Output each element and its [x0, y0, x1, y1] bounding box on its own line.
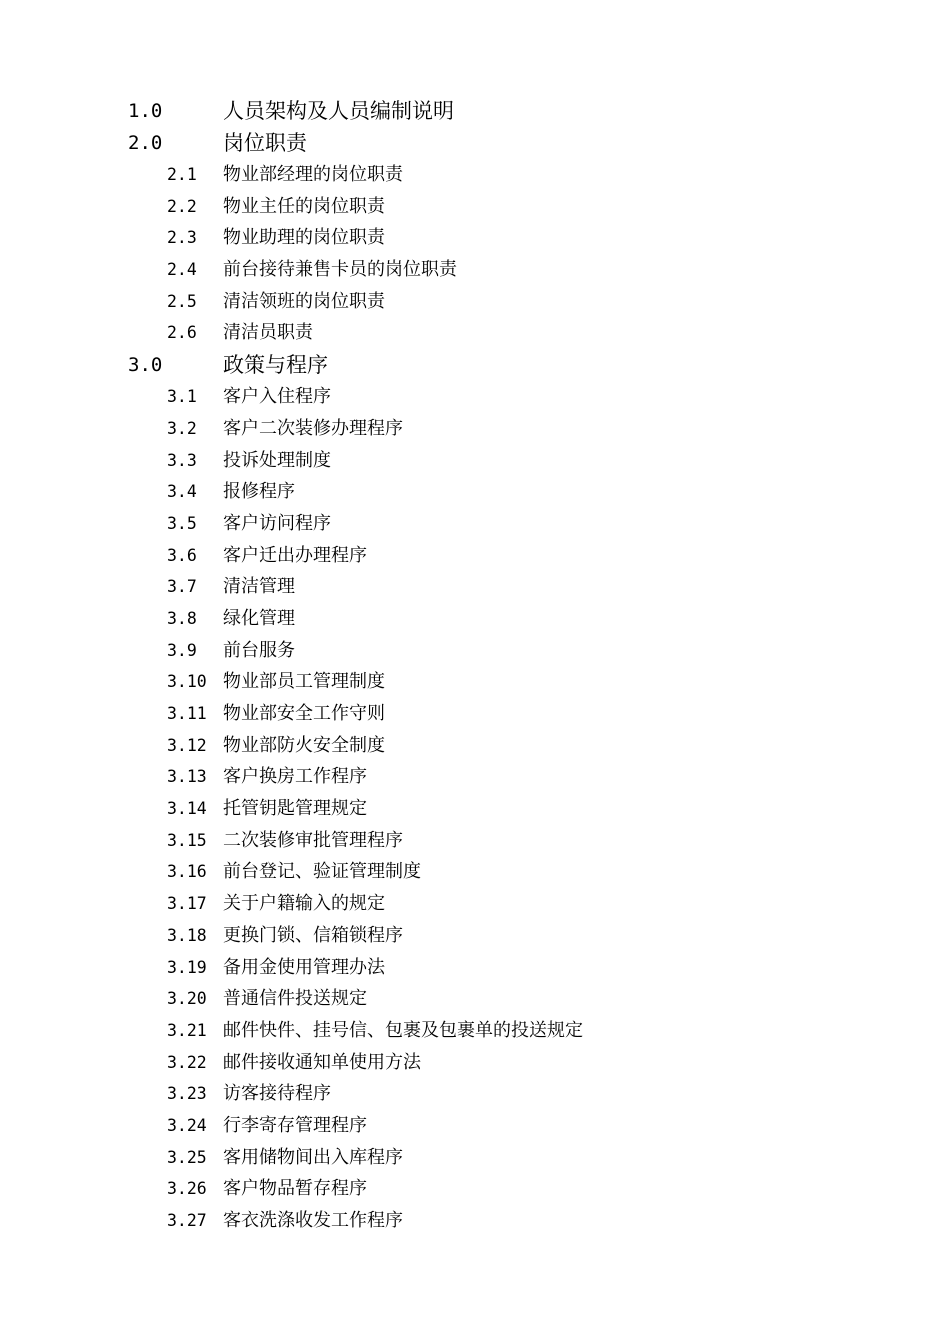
item-title: 绿化管理	[223, 607, 295, 629]
toc-item	[0, 476, 950, 508]
item-title: 二次装修审批管理程序	[223, 829, 403, 851]
toc-item	[0, 222, 950, 254]
item-title: 行李寄存管理程序	[223, 1114, 367, 1136]
toc-item	[0, 381, 950, 413]
toc-item	[0, 635, 950, 667]
item-title: 客户迁出办理程序	[223, 544, 367, 566]
toc-item	[0, 445, 950, 477]
item-title: 客户入住程序	[223, 386, 331, 408]
toc-item	[0, 508, 950, 540]
item-title: 前台接待兼售卡员的岗位职责	[223, 259, 457, 281]
item-number: 2.1	[167, 165, 197, 184]
item-title: 清洁员职责	[223, 322, 313, 344]
section-number: 2.0	[128, 132, 163, 154]
item-number: 3.6	[167, 545, 197, 565]
toc-item	[0, 920, 950, 952]
toc-section	[0, 127, 950, 159]
item-number: 3.26	[167, 1179, 207, 1199]
toc-item	[0, 793, 950, 825]
item-title: 托管钥匙管理规定	[223, 798, 367, 820]
item-title: 报修程序	[223, 481, 295, 503]
item-number: 2.4	[167, 260, 197, 280]
item-number: 3.25	[167, 1147, 207, 1167]
item-title: 物业助理的岗位职责	[223, 227, 385, 249]
item-number: 3.23	[167, 1084, 207, 1104]
toc-item	[0, 1142, 950, 1174]
item-number: 3.15	[167, 830, 207, 850]
item-number: 3.4	[167, 482, 197, 502]
toc-item	[0, 856, 950, 888]
section-title: 岗位职责	[223, 131, 307, 155]
item-title: 前台服务	[223, 639, 295, 661]
toc-item	[0, 1173, 950, 1205]
toc-item	[0, 159, 950, 191]
item-number: 3.14	[167, 799, 207, 819]
toc-item	[0, 540, 950, 572]
item-title: 备用金使用管理办法	[223, 956, 385, 978]
toc-item	[0, 254, 950, 286]
toc-item	[0, 730, 950, 762]
item-number: 2.3	[167, 228, 197, 248]
item-title: 物业部员工管理制度	[223, 671, 385, 693]
item-title: 物业部安全工作守则	[223, 703, 385, 724]
item-number: 3.1	[167, 387, 197, 407]
item-title: 客衣洗涤收发工作程序	[223, 1210, 403, 1231]
item-title: 关于户籍输入的规定	[223, 893, 385, 915]
toc-item	[0, 825, 950, 857]
item-title: 普通信件投送规定	[223, 988, 367, 1010]
item-number: 3.22	[167, 1052, 207, 1072]
item-number: 3.2	[167, 418, 197, 438]
toc-item	[0, 952, 950, 984]
section-number: 1.0	[128, 100, 163, 122]
item-title: 邮件接收通知单使用方法	[223, 1051, 421, 1073]
item-number: 2.5	[167, 291, 197, 311]
item-title: 物业部防火安全制度	[223, 734, 385, 756]
item-title: 投诉处理制度	[223, 449, 331, 471]
toc-item	[0, 191, 950, 223]
toc-section	[0, 95, 950, 127]
toc-item	[0, 666, 950, 698]
section-title: 政策与程序	[223, 353, 328, 378]
item-number: 3.20	[167, 989, 207, 1009]
item-number: 3.9	[167, 640, 197, 660]
toc-item	[0, 571, 950, 603]
item-number: 3.5	[167, 513, 197, 533]
item-number: 3.3	[167, 450, 197, 470]
toc-section	[0, 349, 950, 381]
item-number: 3.21	[167, 1020, 207, 1040]
item-title: 访客接待程序	[223, 1083, 331, 1105]
toc-item	[0, 1015, 950, 1047]
item-number: 2.6	[167, 323, 197, 343]
toc-item	[0, 317, 950, 349]
item-number: 3.11	[167, 704, 207, 723]
item-title: 清洁管理	[223, 576, 295, 598]
item-title: 物业部经理的岗位职责	[223, 164, 403, 185]
item-number: 3.27	[167, 1211, 207, 1230]
toc-item	[0, 1078, 950, 1110]
table-of-contents	[0, 95, 950, 1237]
item-number: 2.2	[167, 196, 197, 216]
item-number: 3.17	[167, 894, 207, 914]
toc-item	[0, 761, 950, 793]
toc-item	[0, 888, 950, 920]
toc-item	[0, 1110, 950, 1142]
item-number: 3.12	[167, 735, 207, 755]
item-title: 前台登记、验证管理制度	[223, 861, 421, 883]
section-title: 人员架构及人员编制说明	[223, 99, 454, 123]
toc-item	[0, 413, 950, 445]
item-number: 3.18	[167, 925, 207, 945]
toc-item	[0, 1205, 950, 1237]
item-title: 清洁领班的岗位职责	[223, 290, 385, 312]
item-title: 客户物品暂存程序	[223, 1178, 367, 1200]
section-number: 3.0	[128, 354, 163, 377]
item-number: 3.8	[167, 608, 197, 628]
item-title: 更换门锁、信箱锁程序	[223, 924, 403, 946]
item-number: 3.24	[167, 1115, 207, 1135]
toc-item	[0, 698, 950, 730]
item-number: 3.10	[167, 672, 207, 692]
item-title: 客户访问程序	[223, 512, 331, 534]
item-number: 3.7	[167, 577, 197, 597]
toc-item	[0, 603, 950, 635]
item-number: 3.16	[167, 862, 207, 882]
item-title: 物业主任的岗位职责	[223, 195, 385, 217]
item-title: 客用储物间出入库程序	[223, 1146, 403, 1168]
toc-item	[0, 1047, 950, 1079]
toc-item	[0, 286, 950, 318]
toc-item	[0, 983, 950, 1015]
item-number: 3.13	[167, 767, 207, 787]
item-title: 客户二次装修办理程序	[223, 417, 403, 439]
item-number: 3.19	[167, 957, 207, 977]
item-title: 客户换房工作程序	[223, 766, 367, 788]
item-title: 邮件快件、挂号信、包裹及包裹单的投送规定	[223, 1019, 583, 1041]
